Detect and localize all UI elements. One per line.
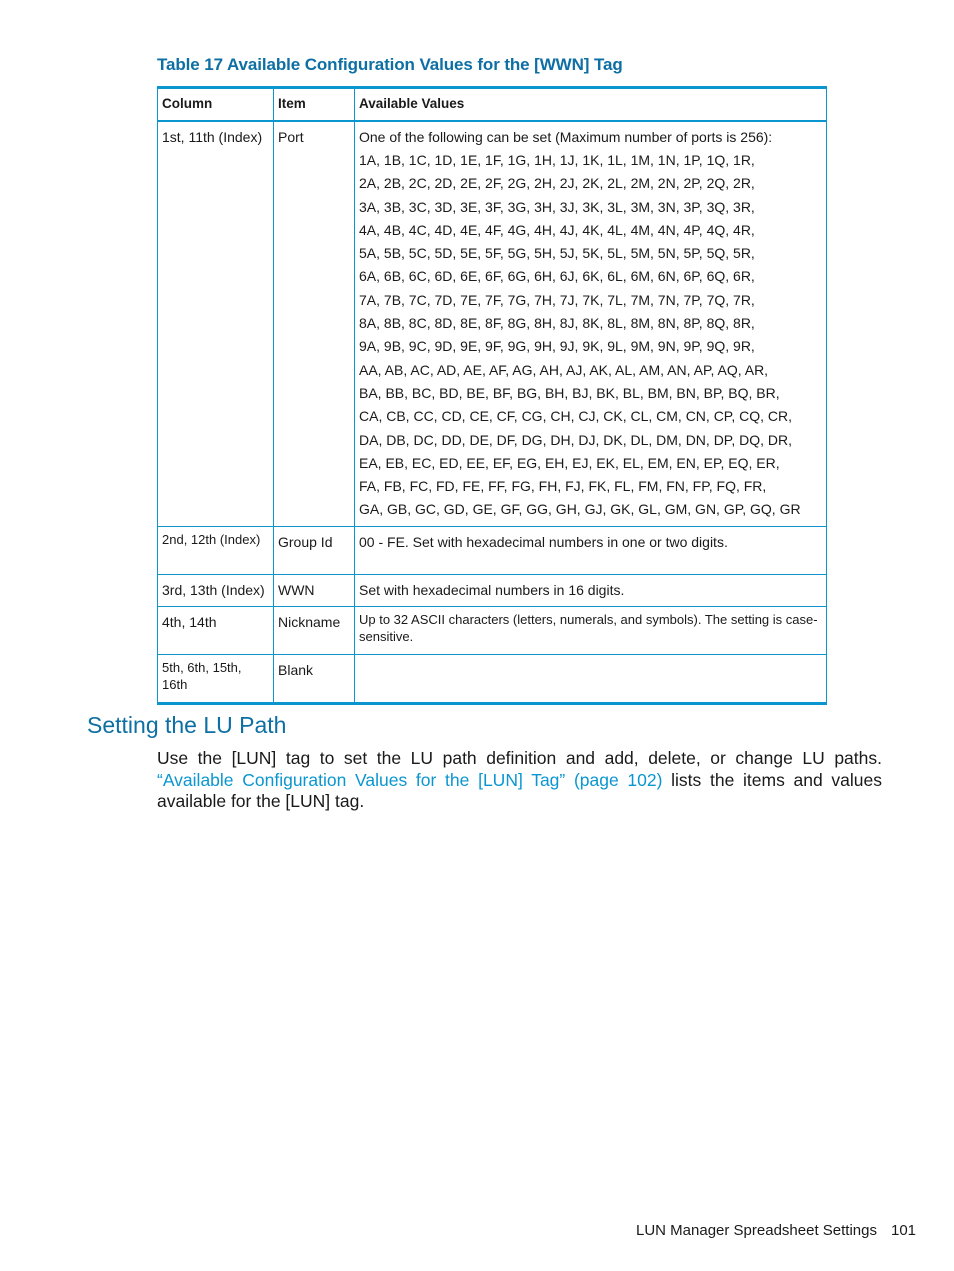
cell-column-text: 5th, 6th, 15th, 16th [162, 659, 242, 692]
header-item: Item [274, 88, 355, 122]
body-paragraph [157, 748, 882, 813]
cell-values [355, 121, 827, 526]
port-line: 1A, 1B, 1C, 1D, 1E, 1F, 1G, 1H, 1J, 1K, 1L, 1M, 1N, 1P, 1Q, 1R, [359, 152, 755, 168]
port-line: 8A, 8B, 8C, 8D, 8E, 8F, 8G, 8H, 8J, 8K, 8L, 8M, 8N, 8P, 8Q, 8R, [359, 315, 755, 332]
port-line: FA, FB, FC, FD, FE, FF, FG, FH, FJ, FK, FL, FM, FN, FP, FQ, FR, [359, 478, 767, 495]
header-available-values: Available Values [355, 88, 827, 122]
port-line: 6A, 6B, 6C, 6D, 6E, 6F, 6G, 6H, 6J, 6K, 6L, 6M, 6N, 6P, 6Q, 6R, [359, 268, 755, 285]
port-line: 5A, 5B, 5C, 5D, 5E, 5F, 5G, 5H, 5J, 5K, 5L, 5M, 5N, 5P, 5Q, 5R, [359, 245, 755, 262]
table-row [158, 654, 827, 703]
cross-reference-link[interactable]: “Available Configuration Values for the [LUN] Tag” (page 102) [157, 769, 663, 790]
cell-column: 1st, 11th (Index) [158, 121, 274, 526]
cell-values-text: Up to 32 ASCII characters (letters, numerals, and symbols). The setting is case-sensitive. [359, 611, 818, 644]
cell-item: Blank [274, 654, 355, 703]
port-line: 9A, 9B, 9C, 9D, 9E, 9F, 9G, 9H, 9J, 9K, 9L, 9M, 9N, 9P, 9Q, 9R, [359, 338, 755, 355]
cell-values [355, 606, 827, 654]
port-line: 3A, 3B, 3C, 3D, 3E, 3F, 3G, 3H, 3J, 3K, 3L, 3M, 3N, 3P, 3Q, 3R, [359, 198, 755, 215]
footer-title: LUN Manager Spreadsheet Settings [636, 1222, 877, 1239]
paragraph-text: Use the [LUN] tag to set the LU path definition and add, delete, or change LU paths. [157, 748, 882, 768]
paragraph-text: lists the items and values available for the [LUN] tag. [157, 769, 882, 811]
section-heading: Setting the LU Path [87, 712, 287, 738]
cell-values: 00 - FE. Set with hexadecimal numbers in one or two digits. [355, 526, 827, 574]
table-row [158, 606, 827, 654]
cell-column [158, 654, 274, 703]
port-line: AA, AB, AC, AD, AE, AF, AG, AH, AJ, AK, AL, AM, AN, AP, AQ, AR, [359, 361, 769, 378]
table-caption: Table 17 Available Configuration Values for the [WWN] Tag [157, 55, 623, 74]
page-footer [636, 1222, 916, 1239]
port-line: EA, EB, EC, ED, EE, EF, EG, EH, EJ, EK, EL, EM, EN, EP, EQ, ER, [359, 454, 780, 471]
cell-item: Nickname [274, 606, 355, 654]
table-row [158, 574, 827, 606]
port-line: GA, GB, GC, GD, GE, GF, GG, GH, GJ, GK, GL, GM, GN, GP, GQ, GR [359, 501, 801, 518]
cell-column [158, 526, 274, 574]
port-line: 7A, 7B, 7C, 7D, 7E, 7F, 7G, 7H, 7J, 7K, 7L, 7M, 7N, 7P, 7Q, 7R, [359, 291, 755, 308]
port-line: CA, CB, CC, CD, CE, CF, CG, CH, CJ, CK, CL, CM, CN, CP, CQ, CR, [359, 408, 793, 425]
cell-values [355, 654, 827, 703]
port-line: 4A, 4B, 4C, 4D, 4E, 4F, 4G, 4H, 4J, 4K, 4L, 4M, 4N, 4P, 4Q, 4R, [359, 221, 755, 238]
port-line: 2A, 2B, 2C, 2D, 2E, 2F, 2G, 2H, 2J, 2K, 2L, 2M, 2N, 2P, 2Q, 2R, [359, 175, 755, 192]
cell-values: Set with hexadecimal numbers in 16 digits. [355, 574, 827, 606]
port-intro: One of the following can be set (Maximum number of ports is 256): [359, 129, 773, 145]
page-number: 101 [890, 1222, 917, 1239]
cell-column: 3rd, 13th (Index) [158, 574, 274, 606]
cell-item: WWN [274, 574, 355, 606]
cell-column: 4th, 14th [158, 606, 274, 654]
header-column: Column [158, 88, 274, 122]
cell-item: Port [274, 121, 355, 526]
wwn-config-table [157, 86, 827, 705]
table-header-row [158, 88, 827, 122]
cell-column-text: 2nd, 12th (Index) [162, 531, 261, 547]
cell-item: Group Id [274, 526, 355, 574]
port-line: DA, DB, DC, DD, DE, DF, DG, DH, DJ, DK, DL, DM, DN, DP, DQ, DR, [359, 431, 793, 448]
table-row [158, 121, 827, 526]
table-row [158, 526, 827, 574]
port-line: BA, BB, BC, BD, BE, BF, BG, BH, BJ, BK, BL, BM, BN, BP, BQ, BR, [359, 384, 780, 401]
